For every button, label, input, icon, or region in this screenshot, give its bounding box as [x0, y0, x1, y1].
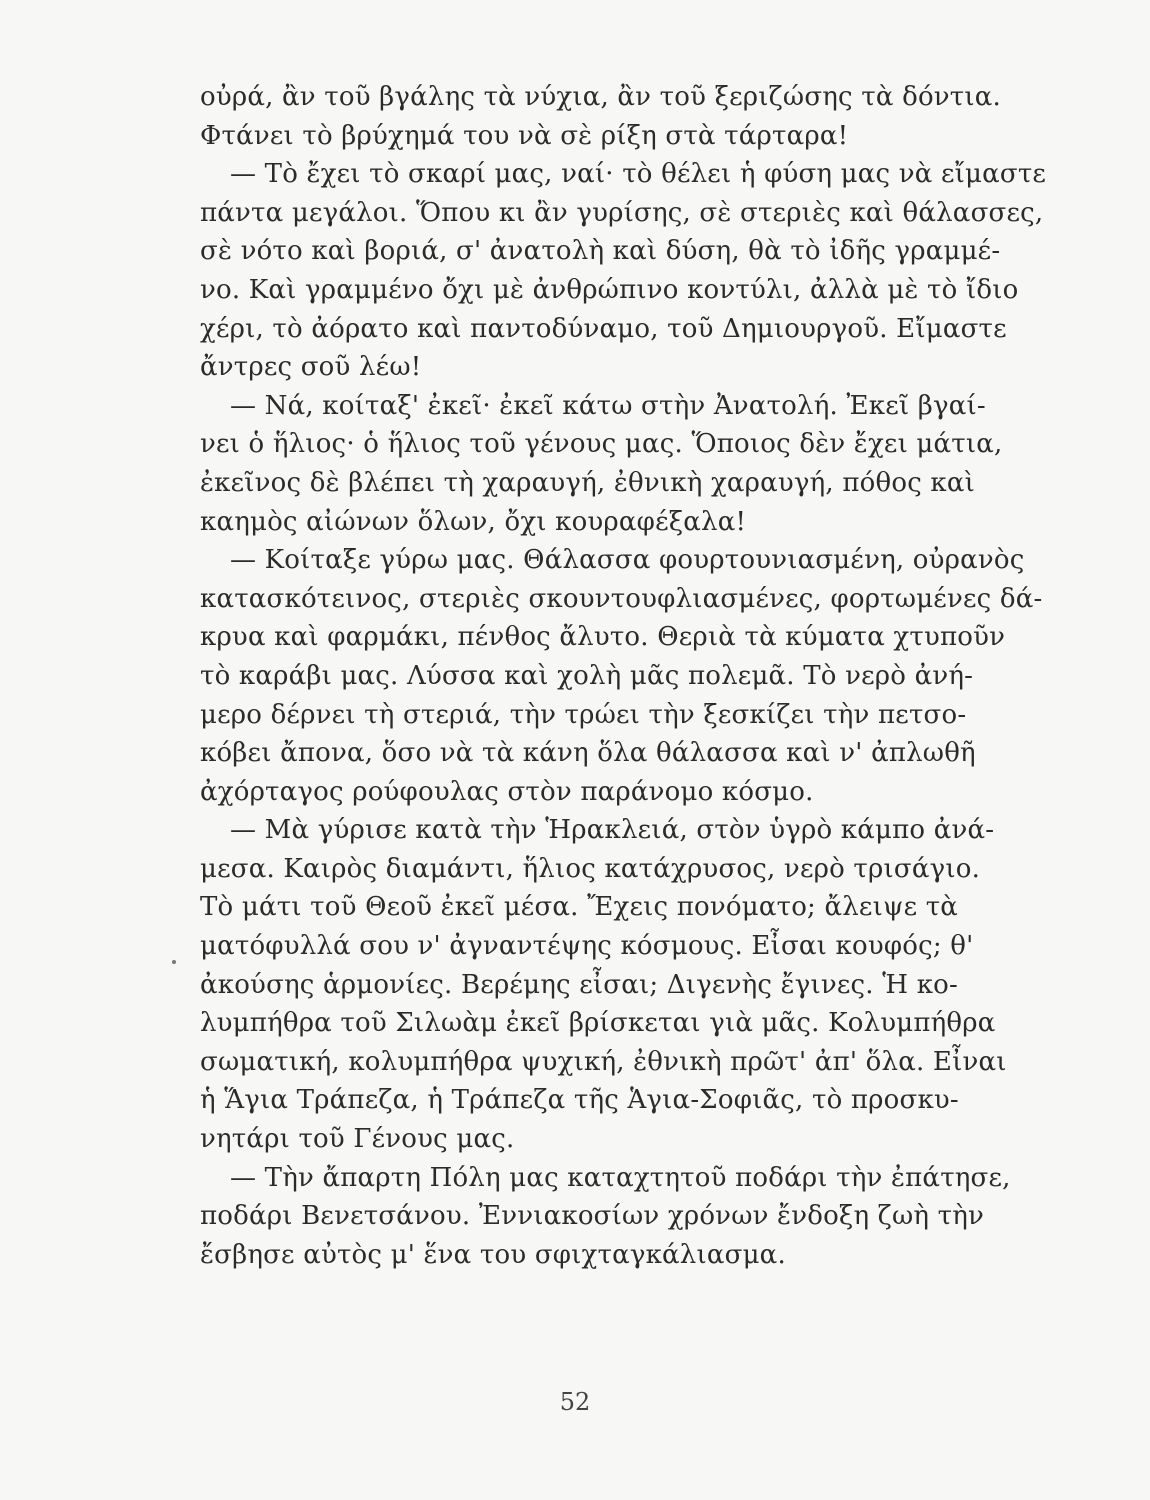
text-line: ἀκούσης ἁρμονίες. Βερέμης εἶσαι; Διγενὴς ἔγινες. Ἡ κο- [200, 969, 958, 1000]
text-line: ἄντρες σοῦ λέω! [200, 352, 422, 383]
text-line: ἡ Ἅγια Τράπεζα, ἡ Τράπεζα τῆς Ἁγια-Σοφιᾶς, τὸ προσκυ- [200, 1085, 959, 1116]
text-line: — Τὸ ἔχει τὸ σκαρί μας, ναί· τὸ θέλει ἡ φύση μας νὰ εἴμαστε [230, 159, 1047, 190]
text-line: καημὸς αἰώνων ὅλων, ὄχι κουραφέξαλα! [200, 506, 747, 537]
text-line: μεσα. Καιρὸς διαμάντι, ἥλιος κατάχρυσος, νερὸ τρισάγιο. [200, 853, 981, 884]
text-line: κόβει ἄπονα, ὅσο νὰ τὰ κάνη ὅλα θάλασσα καὶ ν' ἀπλωθῆ [200, 738, 976, 769]
text-line: — Νά, κοίταξ' ἐκεῖ· ἐκεῖ κάτω στὴν Ἀνατολή. Ἐκεῖ βγαί- [230, 390, 986, 421]
text-line: ἔσβησε αὐτὸς μ' ἕνα του σφιχταγκάλιασμα. [200, 1239, 786, 1270]
text-line: νητάρι τοῦ Γένους μας. [200, 1124, 515, 1155]
text-line: πάντα μεγάλοι. Ὅπου κι ἂν γυρίσης, σὲ στεριὲς καὶ θάλασσες, [200, 197, 1044, 228]
text-line: ἐκεῖνος δὲ βλέπει τὴ χαραυγή, ἐθνικὴ χαραυγή, πόθος καὶ [200, 467, 976, 498]
text-line: ποδάρι Βενετσάνου. Ἐννιακοσίων χρόνων ἔνδοξη ζωὴ τὴν [200, 1201, 984, 1232]
margin-mark [172, 960, 176, 964]
text-line: νο. Καὶ γραμμένο ὄχι μὲ ἀνθρώπινο κοντύλι, ἀλλὰ μὲ τὸ ἴδιο [200, 274, 1019, 305]
text-line: χέρι, τὸ ἀόρατο καὶ παντοδύναμο, τοῦ Δημιουργοῦ. Εἴμαστε [200, 313, 1007, 344]
text-line: Τὸ μάτι τοῦ Θεοῦ ἐκεῖ μέσα. Ἔχεις πονόματο; ἄλειψε τὰ [200, 892, 959, 923]
page-number: 52 [559, 1388, 591, 1416]
text-line: σὲ νότο καὶ βοριά, σ' ἀνατολὴ καὶ δύση, θὰ τὸ ἰδῆς γραμμέ- [200, 236, 1001, 267]
text-line: κατασκότεινος, στεριὲς σκουντουφλιασμένες, φορτωμένες δά- [200, 583, 1043, 614]
text-line: κρυα καὶ φαρμάκι, πένθος ἄλυτο. Θεριὰ τὰ κύματα χτυποῦν [200, 622, 1006, 653]
text-line: — Μὰ γύρισε κατὰ τὴν Ἡρακλειά, στὸν ὑγρὸ κάμπο ἀνά- [230, 815, 995, 846]
text-line: — Τὴν ἄπαρτη Πόλη μας καταχτητοῦ ποδάρι τὴν ἐπάτησε, [230, 1162, 1011, 1193]
text-line: λυμπήθρα τοῦ Σιλωὰμ ἐκεῖ βρίσκεται γιὰ μᾶς. Κολυμπήθρα [200, 1008, 996, 1039]
text-line: ἀχόρταγος ρούφουλας στὸν παράνομο κόσμο. [200, 776, 814, 807]
text-line: νει ὁ ἥλιος· ὁ ἥλιος τοῦ γένους μας. Ὅποιος δὲν ἔχει μάτια, [200, 429, 1003, 460]
text-line: Φτάνει τὸ βρύχημά του νὰ σὲ ρίξη στὰ τάρταρα! [200, 120, 849, 151]
text-line: τὸ καράβι μας. Λύσσα καὶ χολὴ μᾶς πολεμᾶ. Τὸ νερὸ ἀνή- [200, 660, 974, 691]
text-line: ματόφυλλά σου ν' ἀγναντέψης κόσμους. Εἶσαι κουφός; θ' [200, 931, 974, 962]
text-line: σωματική, κολυμπήθρα ψυχική, ἐθνικὴ πρῶτ' ἀπ' ὅλα. Εἶναι [200, 1046, 1007, 1077]
text-line: μερο δέρνει τὴ στεριά, τὴν τρώει τὴν ξεσκίζει τὴν πετσο- [200, 699, 967, 730]
page-body-text [200, 78, 1047, 1274]
text-line: οὐρά, ἂν τοῦ βγάλης τὰ νύχια, ἂν τοῦ ξεριζώσης τὰ δόντια. [200, 82, 1001, 112]
text-line: — Κοίταξε γύρω μας. Θάλασσα φουρτουνιασμένη, οὐρανὸς [230, 545, 1025, 576]
